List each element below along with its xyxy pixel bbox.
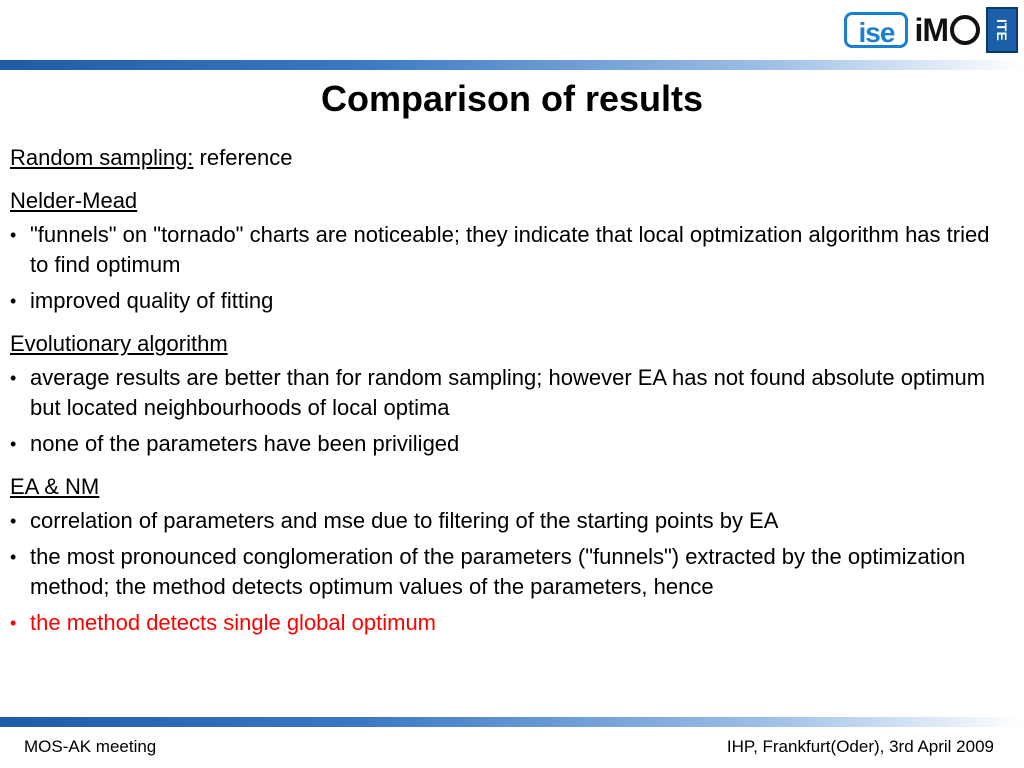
footer-left-text: MOS-AK meeting (24, 737, 157, 756)
list-item: • the most pronounced conglomeration of the parameters ("funnels") extracted by the optimization method; the method detects optimum values of the parameters, hence (10, 542, 1010, 602)
ea-nm-heading: EA & NM (10, 474, 100, 499)
imio-logo-circle (950, 15, 980, 45)
random-sampling-text: reference (193, 145, 293, 170)
list-item: • "funnels" on "tornado" charts are noticeable; they indicate that local optmization algorithm has tried to find optimum (10, 220, 1010, 280)
footer-right-text: IHP, Frankfurt(Oder), 3rd April 2009 (726, 737, 994, 756)
slide-body (10, 143, 1010, 638)
top-gradient-bar (0, 60, 1024, 70)
list-item: • average results are better than for random sampling; however EA has not found absolute optimum but located neighbourhoods of local optima (10, 363, 1010, 423)
random-sampling-heading: Random sampling: (10, 145, 194, 170)
imio-logo (914, 11, 980, 49)
imio-logo-text: iM (914, 11, 948, 48)
list-item: • correlation of parameters and mse due to filtering of the starting points by EA (10, 506, 1010, 536)
list-item: • none of the parameters have been priviliged (10, 429, 1010, 459)
random-sampling-line (10, 143, 1010, 173)
slide-title: Comparison of results (320, 78, 704, 119)
nelder-mead-heading: Nelder-Mead (10, 188, 138, 213)
ise-logo: ise (844, 12, 908, 48)
list-item: • improved quality of fitting (10, 286, 1010, 316)
header-logos (844, 6, 1018, 54)
bottom-gradient-bar (0, 717, 1024, 727)
evolutionary-algorithm-heading: Evolutionary algorithm (10, 331, 228, 356)
ite-logo: ITE (986, 7, 1018, 53)
highlighted-list-item: • the method detects single global optimum (10, 608, 1010, 638)
